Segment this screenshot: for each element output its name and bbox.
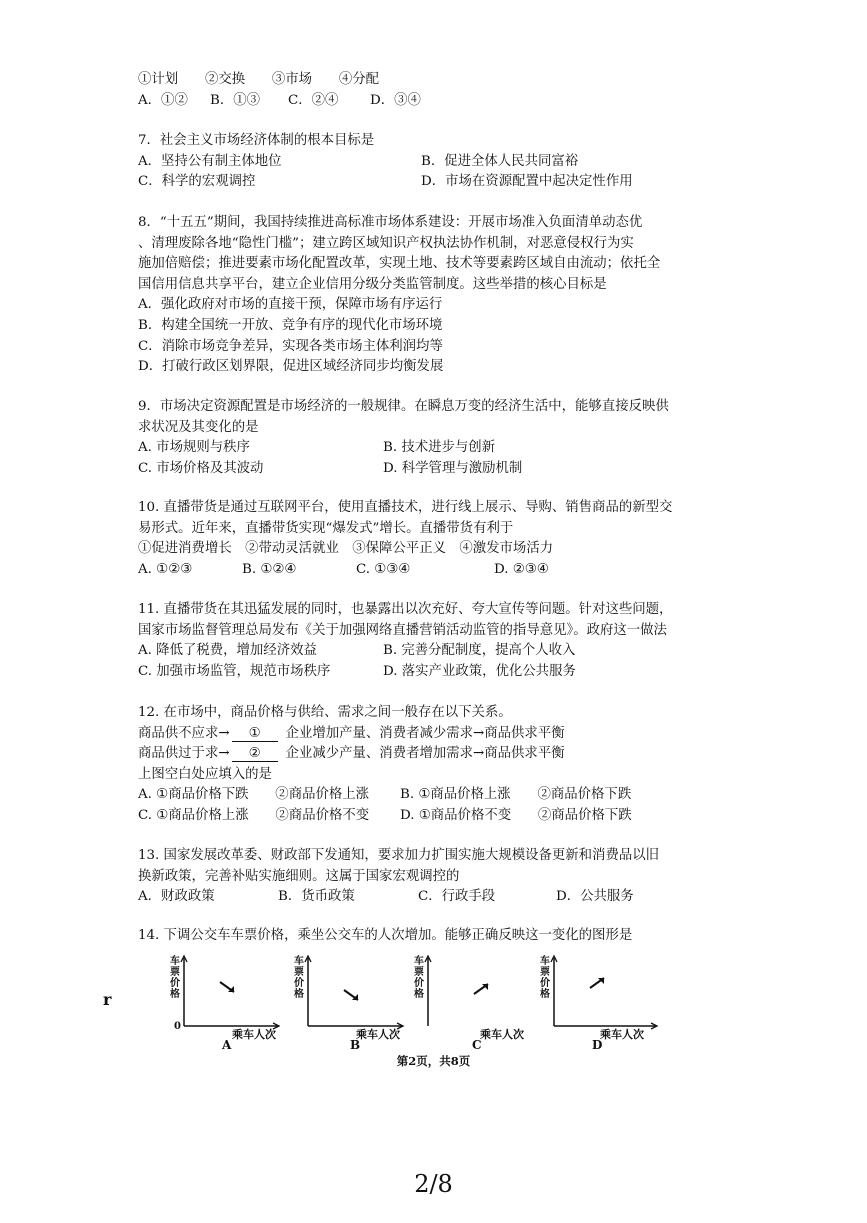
q12-row2-prefix: 商品供过于求→ <box>138 746 230 762</box>
q12-options-row2 <box>138 806 718 827</box>
graph-c-letter: C <box>472 1038 482 1052</box>
q9-stem-line: 求状况及其变化的是 <box>138 419 259 435</box>
graph-b-letter: B <box>350 1038 361 1052</box>
graph-d-x-label: 乘车人次 <box>600 1028 644 1041</box>
q13-options <box>138 887 718 908</box>
graph-d-trend-arrow <box>590 978 604 988</box>
question-7 <box>138 131 718 193</box>
question-13 <box>138 846 718 908</box>
q10-option-c[interactable]: C. ①③④ <box>356 561 411 577</box>
q8-option-d[interactable]: D．打破行政区划界限，促进区域经济同步均衡发展 <box>138 359 444 375</box>
q7-options-row1 <box>138 152 718 173</box>
q11-option-c[interactable]: C. 加强市场监管，规范市场秩序 <box>138 663 331 679</box>
q7-option-c[interactable]: C．科学的宏观调控 <box>138 174 256 190</box>
q9-stem-line: 9．市场决定资源配置是市场经济的一般规律。在瞬息万变的经济生活中，能够直接反映供 <box>138 399 669 414</box>
graph-d-axes <box>538 952 662 1032</box>
q9-option-d[interactable]: D. 科学管理与激励机制 <box>383 460 523 476</box>
graph-c-trend-arrow <box>474 984 488 994</box>
q10-option-b[interactable]: B. ①②④ <box>242 561 297 577</box>
q12-flow-row-1 <box>138 724 718 745</box>
graph-d-y-label: 车票价格 <box>540 956 550 1000</box>
graph-d-letter: D <box>592 1038 603 1052</box>
graph-a-letter: A <box>222 1038 232 1052</box>
question-12 <box>138 703 718 827</box>
q9-option-a[interactable]: A. 市场规则与秩序 <box>138 440 250 456</box>
graph-d[interactable] <box>538 952 658 1056</box>
q12-blank-1: ① <box>232 727 278 742</box>
q9-option-c[interactable]: C. 市场价格及其波动 <box>138 460 264 476</box>
q12-row1-suffix: 企业增加产量、消费者减少需求→商品供求平衡 <box>285 725 565 741</box>
graph-a-origin: 0 <box>174 1021 181 1032</box>
q9-options-row1 <box>138 438 718 459</box>
question-10 <box>138 498 718 580</box>
graph-b-y-label: 车票价格 <box>294 956 304 1000</box>
question-9 <box>138 397 718 479</box>
q12-stem: 12. 在市场中，商品价格与供给、需求之间一般存在以下关系。 <box>138 705 512 720</box>
q12-blank-2: ② <box>232 747 278 762</box>
q13-option-a[interactable]: A．财政政策 <box>138 889 215 905</box>
graph-a-x-label: 乘车人次 <box>232 1028 276 1041</box>
q8-stem-line: 国信用信息共享平台，建立企业信用分级分类监管制度。这些举措的核心目标是 <box>138 276 607 292</box>
q13-stem-line: 换新政策，完善补贴实施细则。这属于国家宏观调控的 <box>138 868 460 884</box>
q11-option-d[interactable]: D. 落实产业政策，优化公共服务 <box>383 663 576 679</box>
graph-b[interactable] <box>288 952 408 1056</box>
q13-option-d[interactable]: D．公共服务 <box>556 889 634 905</box>
graph-a-trend-arrow <box>220 982 234 992</box>
graph-c-x-label: 乘车人次 <box>480 1028 524 1041</box>
q12-option-c[interactable]: C. ①商品价格上涨 ②商品价格不变 <box>138 807 370 823</box>
q6-options <box>138 91 718 112</box>
q11-options-row2 <box>138 662 718 683</box>
q6-continuation <box>138 70 718 111</box>
q14-stem: 14. 下调公交车车票价格，乘坐公交车的人次增加。能够正确反映这一变化的图形是 <box>138 928 633 943</box>
q8-stem-line: 施加倍赔偿；推进要素市场化配置改革，实现土地、技术等要素跨区域自由流动；依托全 <box>138 256 661 272</box>
graph-a[interactable] <box>160 952 280 1056</box>
q11-option-a[interactable]: A. 降低了税费，增加经济效益 <box>138 643 317 659</box>
q12-flow-row-2 <box>138 744 718 765</box>
graph-b-trend-arrow <box>344 990 358 1000</box>
q8-option-c[interactable]: C．消除市场竞争差异，实现各类市场主体利润均等 <box>138 338 443 354</box>
q7-option-d[interactable]: D．市场在资源配置中起决定性作用 <box>421 174 633 190</box>
page-number: 2/8 <box>414 1170 453 1198</box>
q8-option-a[interactable]: A．强化政府对市场的直接干预，保障市场有序运行 <box>138 297 443 313</box>
q11-stem-line: 11. 直播带货在其迅猛发展的同时，也暴露出以次充好、夸大宣传等问题。针对这些问题， <box>138 602 673 617</box>
page-footer: 第2页，共8页 <box>396 1054 471 1068</box>
q10-options <box>138 560 718 581</box>
q6-option-d[interactable]: D．③④ <box>370 92 421 108</box>
q7-stem: 7．社会主义市场经济体制的根本目标是 <box>138 133 375 148</box>
q7-option-b[interactable]: B．促进全体人民共同富裕 <box>421 153 579 169</box>
q10-option-a[interactable]: A. ①②③ <box>138 561 193 577</box>
graph-a-y-label: 车票价格 <box>170 956 180 1000</box>
q8-stem-line: 、清理废除各地“隐性门槛”；建立跨区域知识产权执法协作机制，对恶意侵权行为实 <box>138 235 634 251</box>
question-8 <box>138 213 718 378</box>
q6-option-c[interactable]: C．②④ <box>288 92 339 108</box>
q12-row2-suffix: 企业减少产量、消费者增加需求→商品供求平衡 <box>285 746 565 762</box>
q13-stem-line: 13. 国家发展改革委、财政部下发通知，要求加力扩围实施大规模设备更新和消费品以旧 <box>138 848 660 863</box>
q10-items: ①促进消费增长 ②带动灵活就业 ③保障公平正义 ④激发市场活力 <box>138 541 554 557</box>
q12-option-d[interactable]: D. ①商品价格不变 ②商品价格下跌 <box>400 807 632 823</box>
q11-stem-line: 国家市场监督管理总局发布《关于加强网络直播营销活动监管的指导意见》。政府这一做法 <box>138 622 667 638</box>
q7-options-row2 <box>138 172 718 193</box>
q12-options-row1 <box>138 785 718 806</box>
question-11 <box>138 600 718 682</box>
q6-items: ①计划 ②交换 ③市场 ④分配 <box>138 72 380 87</box>
q7-option-a[interactable]: A．坚持公有制主体地位 <box>138 153 282 169</box>
q10-stem-line: 10. 直播带货是通过互联网平台，使用直播技术，进行线上展示、导购、销售商品的新型交 <box>138 500 673 515</box>
graph-c-axes <box>412 952 532 1032</box>
graph-b-x-label: 乘车人次 <box>356 1028 400 1041</box>
graph-b-axes <box>288 952 408 1032</box>
q12-prompt: 上图空白处应填入的是 <box>138 766 272 782</box>
q13-option-b[interactable]: B．货币政策 <box>278 889 355 905</box>
q12-row1-prefix: 商品供不应求→ <box>138 725 230 741</box>
graph-c[interactable] <box>412 952 532 1056</box>
q11-option-b[interactable]: B. 完善分配制度，提高个人收入 <box>383 643 576 659</box>
question-14 <box>138 926 718 947</box>
q8-stem-line: 8．“十五五”期间，我国持续推进高标准市场体系建设：开展市场准入负面清单动态优 <box>138 215 643 230</box>
q8-option-b[interactable]: B．构建全国统一开放、竞争有序的现代化市场环境 <box>138 317 443 333</box>
graph-c-y-label: 车票价格 <box>414 956 424 1000</box>
q13-option-c[interactable]: C．行政手段 <box>418 889 496 905</box>
q9-option-b[interactable]: B. 技术进步与创新 <box>383 440 496 456</box>
q10-stem-line: 易形式。近年来，直播带货实现“爆发式”增长。直播带货有利于 <box>138 520 514 536</box>
q6-option-a[interactable]: A．①② <box>138 92 188 108</box>
q12-option-a[interactable]: A. ①商品价格下跌 ②商品价格上涨 <box>138 787 370 803</box>
q6-option-b[interactable]: B．①③ <box>210 92 261 108</box>
q11-options-row1 <box>138 641 718 662</box>
q9-options-row2 <box>138 459 718 480</box>
q12-option-b[interactable]: B. ①商品价格上涨 ②商品价格下跌 <box>400 787 632 803</box>
q10-option-d[interactable]: D. ②③④ <box>494 561 549 577</box>
q14-graphs <box>160 952 680 1060</box>
margin-mark: r <box>103 990 112 1009</box>
